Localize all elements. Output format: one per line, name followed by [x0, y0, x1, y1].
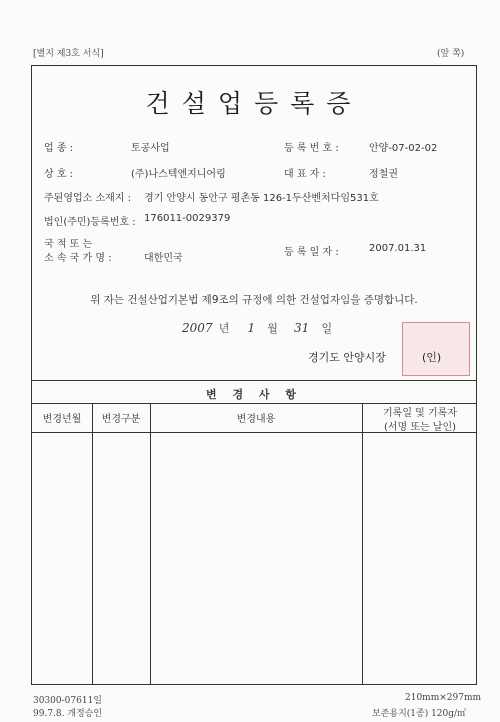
year-unit: 년 — [218, 322, 230, 335]
registration-number-label: 등 록 번 호 : — [284, 143, 339, 154]
month-unit: 월 — [267, 322, 278, 335]
day-unit: 일 — [321, 322, 333, 335]
registration-date-label: 등 록 일 자 : — [284, 247, 339, 258]
col-change-date: 변경년월 — [42, 414, 82, 425]
certification-statement: 위 자는 건설산업기본법 제9조의 규정에 의한 건설업자임을 증명합니다. — [90, 294, 418, 306]
col-record-line1: 기록일 및 기록자 — [383, 408, 457, 419]
seal-mark: (인) — [422, 351, 442, 364]
representative-label: 대 표 자 : — [284, 169, 326, 180]
col-change-content: 변경내용 — [236, 414, 276, 425]
table-header-divider — [32, 432, 476, 433]
certificate-title: 건설업등록증 — [145, 89, 363, 118]
registration-number-value: 안양-07-02-02 — [369, 143, 438, 154]
issue-year-handwritten: 2007 — [182, 321, 213, 335]
col-divider-3 — [362, 403, 363, 684]
representative-value: 정철권 — [369, 169, 398, 180]
changes-top-border — [32, 380, 476, 381]
office-address-value: 경기 안양시 동안구 평촌동 126-1두산벤처다임531호 — [144, 193, 379, 204]
form-code: [별지 제3호 서식] — [33, 49, 104, 59]
trade-name-label: 상 호 : — [44, 169, 74, 180]
nationality-label-line1: 국 적 또 는 — [44, 239, 93, 250]
col-divider-2 — [150, 403, 151, 684]
footer-paper-type: 보존용지(1종) 120g/㎡ — [372, 709, 467, 719]
col-record-line2: (서명 또는 날인) — [383, 422, 457, 433]
changes-heading: 변 경 사 항 — [206, 388, 302, 401]
business-type-label: 업 종 : — [44, 143, 74, 154]
certificate-frame — [31, 65, 477, 685]
col-change-type: 변경구분 — [101, 414, 141, 425]
corporate-number-value: 176011-0029379 — [144, 213, 231, 224]
nationality-label-line2: 소 속 국 가 명 : — [44, 253, 112, 264]
issue-date — [182, 320, 332, 336]
footer-code: 30300-07611일 — [33, 696, 102, 706]
issuer-name: 경기도 안양시장 — [308, 351, 386, 364]
nationality-value: 대한민국 — [144, 253, 183, 264]
issue-day-handwritten: 31 — [294, 321, 310, 335]
footer-paper-size: 210mm×297mm — [405, 693, 482, 703]
registration-date-value: 2007.01.31 — [369, 243, 427, 254]
issue-month-handwritten: 1 — [247, 321, 256, 335]
col-divider-1 — [92, 403, 93, 684]
footer-approval: 99.7.8. 개정승인 — [33, 709, 103, 719]
trade-name-value: (주)나스텍엔지니어링 — [131, 169, 226, 180]
corporate-number-label: 법인(주민)등록번호 : — [44, 217, 136, 228]
side-label: (앞 쪽) — [437, 49, 465, 59]
business-type-value: 토공사업 — [131, 143, 170, 154]
office-address-label: 주된영업소 소재지 : — [44, 193, 132, 204]
